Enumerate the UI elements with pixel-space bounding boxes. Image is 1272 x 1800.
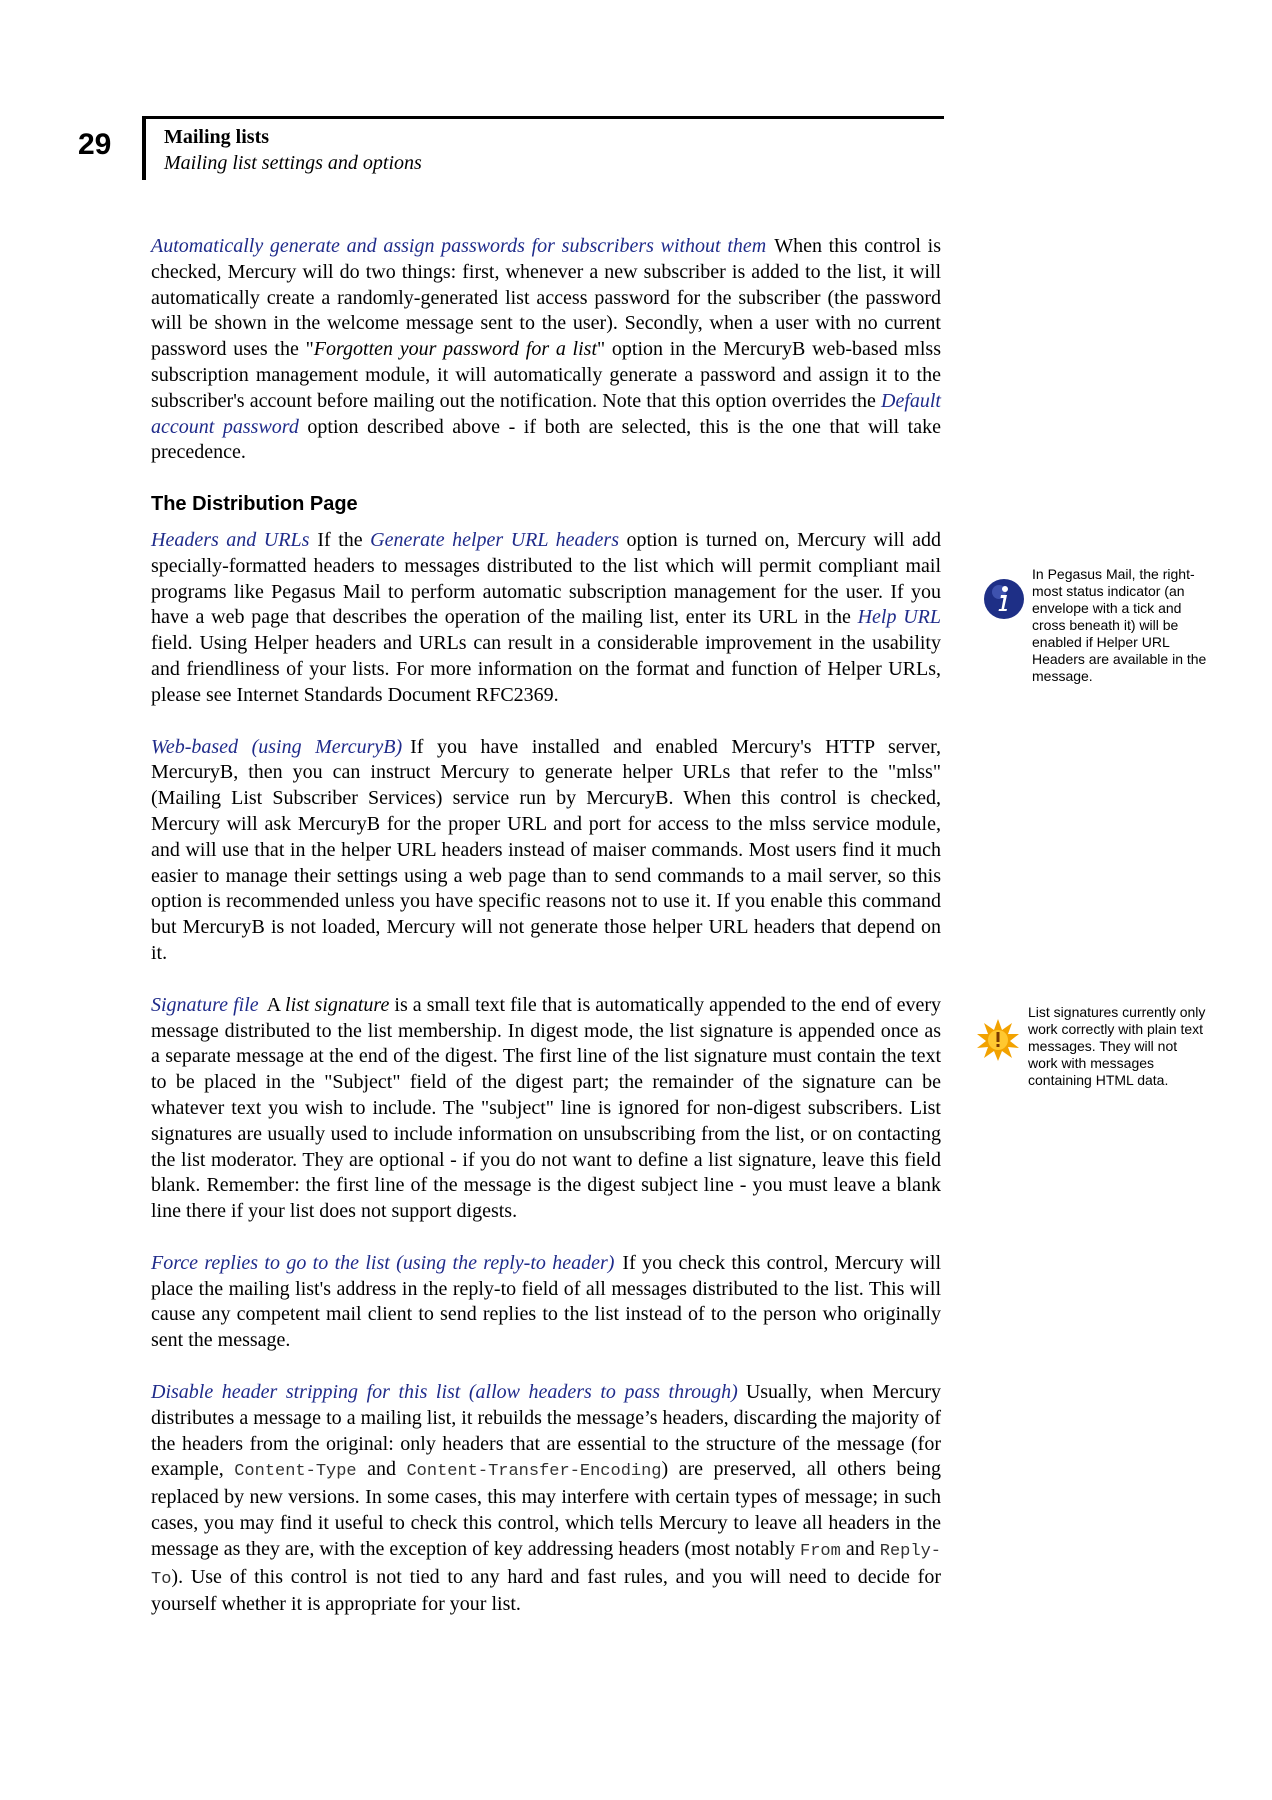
paragraph-auto-password <box>151 234 941 466</box>
text: and <box>356 1458 407 1481</box>
emphasis: list signature <box>285 993 390 1016</box>
chapter-title: Mailing lists <box>164 126 270 148</box>
text: ) are preserved, all others being replaced by new versions. In some cases, this may interfere with certain types of message; in such cases, you may find it useful to check this control, which tells Mercury to leave all headers in the message as they are, with the exception of key addressing headers (most notably <box>151 1458 941 1560</box>
text: option is turned on, Mercury will add specially-formatted headers to messages distributed to the list which will permit compliant mail programs like Pegasus Mail to perform automatic subscription management for the user. If you have a web page that describes the operation of the mailing list, enter its URL in the <box>151 528 941 629</box>
option-name: Automatically generate and assign passwords for subscribers without them <box>151 235 767 257</box>
paragraph-force-replies <box>151 1251 941 1354</box>
cross-reference-link[interactable]: Help URL <box>857 606 941 629</box>
code: Content-Transfer-Encoding <box>406 1462 662 1482</box>
sidenote-info: In Pegasus Mail, the right-most status indicator (an envelope with a tick and cross beneath it) will be enabled if Helper URL Headers are available in the message. <box>1032 566 1207 684</box>
header-rule-vertical <box>142 116 146 180</box>
text: " option in the MercuryB web-based mlss subscription management module, it will automatically generate a password and assign it to the subscriber's account before mailing out the notification. Note that this option overrides the <box>151 338 941 412</box>
text: is a small text file that is automatically appended to the end of every message distributed to the list membership. In digest mode, the list signature is appended once as a separate message at the end of the digest. The first line of the list signature must contain the text to be placed in the "Subject" field of the digest part; the remainder of the signature can be whatever text you wish to include. The "subject" line is ignored for non-digest subscribers. List signatures are usually used to include information on unsubscribing from the list, or on contacting the list moderator. They are optional - if you do not want to define a list signature, leave this field blank. Remember: the first line of the message is the digest subject line - you must leave a blank line there if your list does not support digests. <box>151 993 942 1223</box>
warning-starburst-icon <box>976 1018 1020 1067</box>
section-subtitle: Mailing list settings and options <box>164 152 422 174</box>
cross-reference-link[interactable]: Default account password <box>151 389 941 438</box>
text: Usually, when Mercury distributes a message to a mailing list, it rebuilds the message’s headers, discarding the majority of the headers from the original: only headers that are essential to the structure of the message (for example, <box>151 1381 941 1481</box>
option-name: Force replies to go to the list (using the reply-to header) <box>151 1251 615 1274</box>
code: Reply-To <box>151 1541 941 1589</box>
text: If the <box>317 528 371 551</box>
text: If you check this control, Mercury will place the mailing list's address in the reply-to field of all messages distributed to the list. This will cause any competent mail client to send replies to the list instead of to the person who originally sent the message. <box>151 1251 941 1352</box>
cross-reference-link[interactable]: Generate helper URL headers <box>370 528 619 551</box>
text: and <box>840 1537 880 1560</box>
body-text <box>151 234 941 1644</box>
header-rule <box>142 116 944 119</box>
info-icon <box>983 578 1025 625</box>
paragraph-web-based <box>151 735 941 967</box>
text: A <box>266 993 286 1016</box>
option-name: Web-based (using MercuryB) <box>151 735 403 758</box>
text: When this control is checked, Mercury will do two things: first, whenever a new subscriber is added to the list, it will automatically create a randomly-generated list access password for the subscriber (the password will be shown in the welcome message sent to the user). Secondly, when a user with no current password uses the " <box>151 235 941 361</box>
option-name: Disable header stripping for this list (allow headers to pass through) <box>151 1381 738 1404</box>
page-number: 29 <box>78 128 112 161</box>
code: From <box>800 1541 841 1561</box>
option-name: Headers and URLs <box>151 528 310 551</box>
text: field. Using Helper headers and URLs can result in a considerable improvement in the usability and friendliness of your lists. For more information on the format and function of Helper URLs, please see Internet Standards Document RFC2369. <box>151 632 941 706</box>
code: Content-Type <box>234 1462 357 1482</box>
paragraph-signature <box>151 993 941 1225</box>
text: If you have installed and enabled Mercury's HTTP server, MercuryB, then you can instruct Mercury to generate helper URLs that refer to the "mlss" (Mailing List Subscriber Services) service run by MercuryB. When this control is checked, Mercury will ask MercuryB for the proper URL and port for access to the mlss service module, and will use that in the helper URL headers instead of maiser commands. Most users find it much easier to manage their settings using a web page than to send commands to a mail server, so this option is recommended unless you have specific reasons not to use it. If you enable this command but MercuryB is not loaded, Mercury will not generate those helper URL headers that depend on it. <box>151 735 941 964</box>
text: option described above - if both are selected, this is the one that will take precedence. <box>151 415 941 464</box>
paragraph-headers-urls <box>151 528 941 709</box>
paragraph-disable-stripping <box>151 1380 941 1618</box>
section-heading: The Distribution Page <box>151 493 358 516</box>
sidenote-warning: List signatures currently only work correctly with plain text messages. They will not work with messages containing HTML data. <box>1028 1004 1206 1088</box>
emphasis: Forgotten your password for a list <box>313 338 597 361</box>
text: ). Use of this control is not tied to any hard and fast rules, and you will need to decide for yourself whether it is appropriate for your list. <box>151 1565 941 1616</box>
option-name: Signature file <box>151 993 259 1016</box>
